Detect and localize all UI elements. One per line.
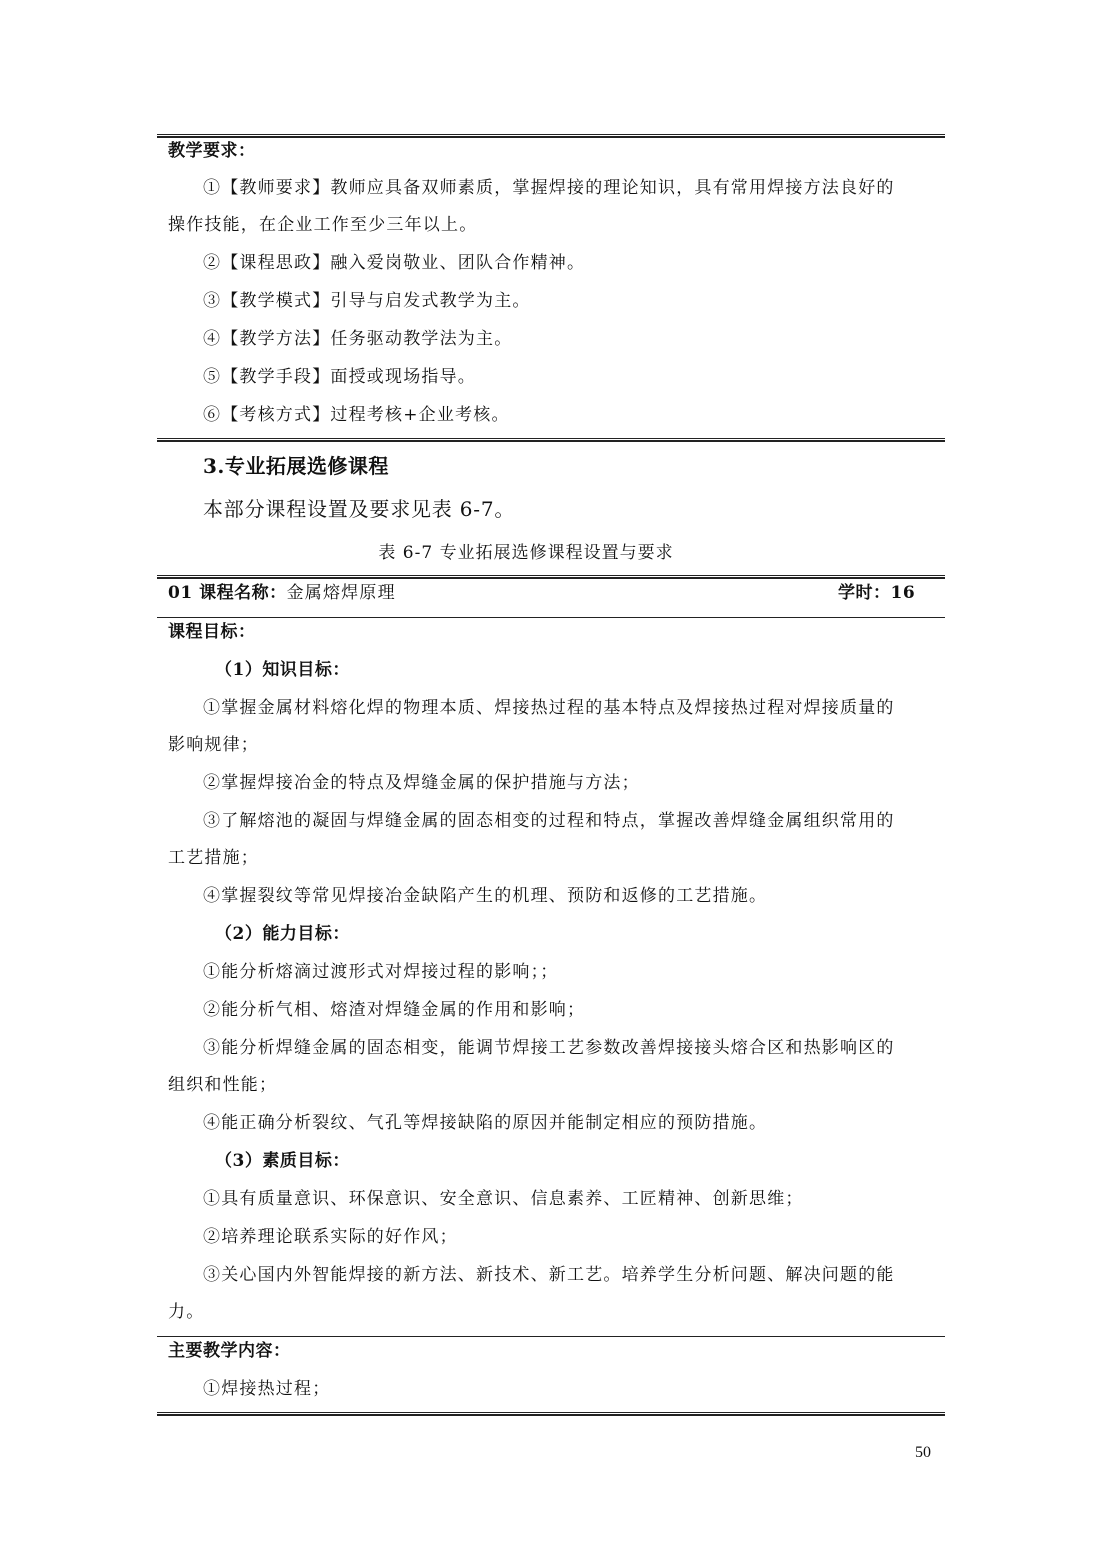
table2-top-rule [157,575,945,579]
page-number: 50 [915,1444,931,1461]
course-hours: 学时：16 [838,583,916,603]
table-top-rule [157,134,945,138]
requirement-ideology: ②【课程思政】融入爱岗敬业、团队合作精神。 [203,253,586,273]
requirement-teacher: ①【教师要求】教师应具备双师素质，掌握焊接的理论知识，具有常用焊接方法良好的 [203,178,895,198]
content-divider-rule [157,1336,945,1337]
course-name: 金属熔焊原理 [286,583,396,603]
table2-bottom-rule [157,1412,945,1416]
quality-item-cont: 力。 [168,1302,205,1322]
quality-heading: （3）素质目标： [215,1151,350,1171]
requirement-method: ④【教学方法】任务驱动教学法为主。 [203,329,513,349]
objectives-heading: 课程目标： [168,622,256,642]
requirement-teacher-cont: 操作技能，在企业工作至少三年以上。 [168,215,478,235]
course-name-label: 01 课程名称： [168,583,287,603]
course-row [168,581,396,605]
table-bottom-rule [157,438,945,442]
knowledge-item-cont: 影响规律； [168,735,259,755]
content-item: ①焊接热过程； [203,1379,331,1399]
ability-heading: （2）能力目标： [215,924,350,944]
knowledge-item: ④掌握裂纹等常见焊接冶金缺陷产生的机理、预防和返修的工艺措施。 [203,886,768,906]
knowledge-item-cont: 工艺措施； [168,848,259,868]
quality-item: ②培养理论联系实际的好作风； [203,1227,458,1247]
ability-item: ②能分析气相、熔渣对焊缝金属的作用和影响； [203,1000,586,1020]
ability-item-cont: 组织和性能； [168,1075,278,1095]
requirement-assessment: ⑥【考核方式】过程考核+企业考核。 [203,405,510,425]
content-heading: 主要教学内容： [168,1341,291,1361]
knowledge-item: ①掌握金属材料熔化焊的物理本质、焊接热过程的基本特点及焊接热过程对焊接质量的 [203,698,895,718]
ability-item: ④能正确分析裂纹、气孔等焊接缺陷的原因并能制定相应的预防措施。 [203,1113,768,1133]
teaching-requirements-heading: 教学要求： [168,141,256,161]
knowledge-item: ③了解熔池的凝固与焊缝金属的固态相变的过程和特点，掌握改善焊缝金属组织常用的 [203,811,895,831]
quality-item: ①具有质量意识、环保意识、安全意识、信息素养、工匠精神、创新思维； [203,1189,804,1209]
quality-item: ③关心国内外智能焊接的新方法、新技术、新工艺。培养学生分析问题、解决问题的能 [203,1265,895,1285]
section-intro: 本部分课程设置及要求见表 6-7。 [203,497,516,521]
table-caption: 表 6-7 专业拓展选修课程设置与要求 [378,543,674,563]
knowledge-heading: （1）知识目标： [215,660,350,680]
course-row-rule [157,617,945,618]
requirement-means: ⑤【教学手段】面授或现场指导。 [203,367,476,387]
requirement-mode: ③【教学模式】引导与启发式教学为主。 [203,291,531,311]
ability-item: ③能分析焊缝金属的固态相变，能调节焊接工艺参数改善焊接接头熔合区和热影响区的 [203,1038,895,1058]
ability-item: ①能分析熔滴过渡形式对焊接过程的影响；； [203,962,559,982]
knowledge-item: ②掌握焊接冶金的特点及焊缝金属的保护措施与方法； [203,773,640,793]
section-title: 3.专业拓展选修课程 [203,454,389,478]
